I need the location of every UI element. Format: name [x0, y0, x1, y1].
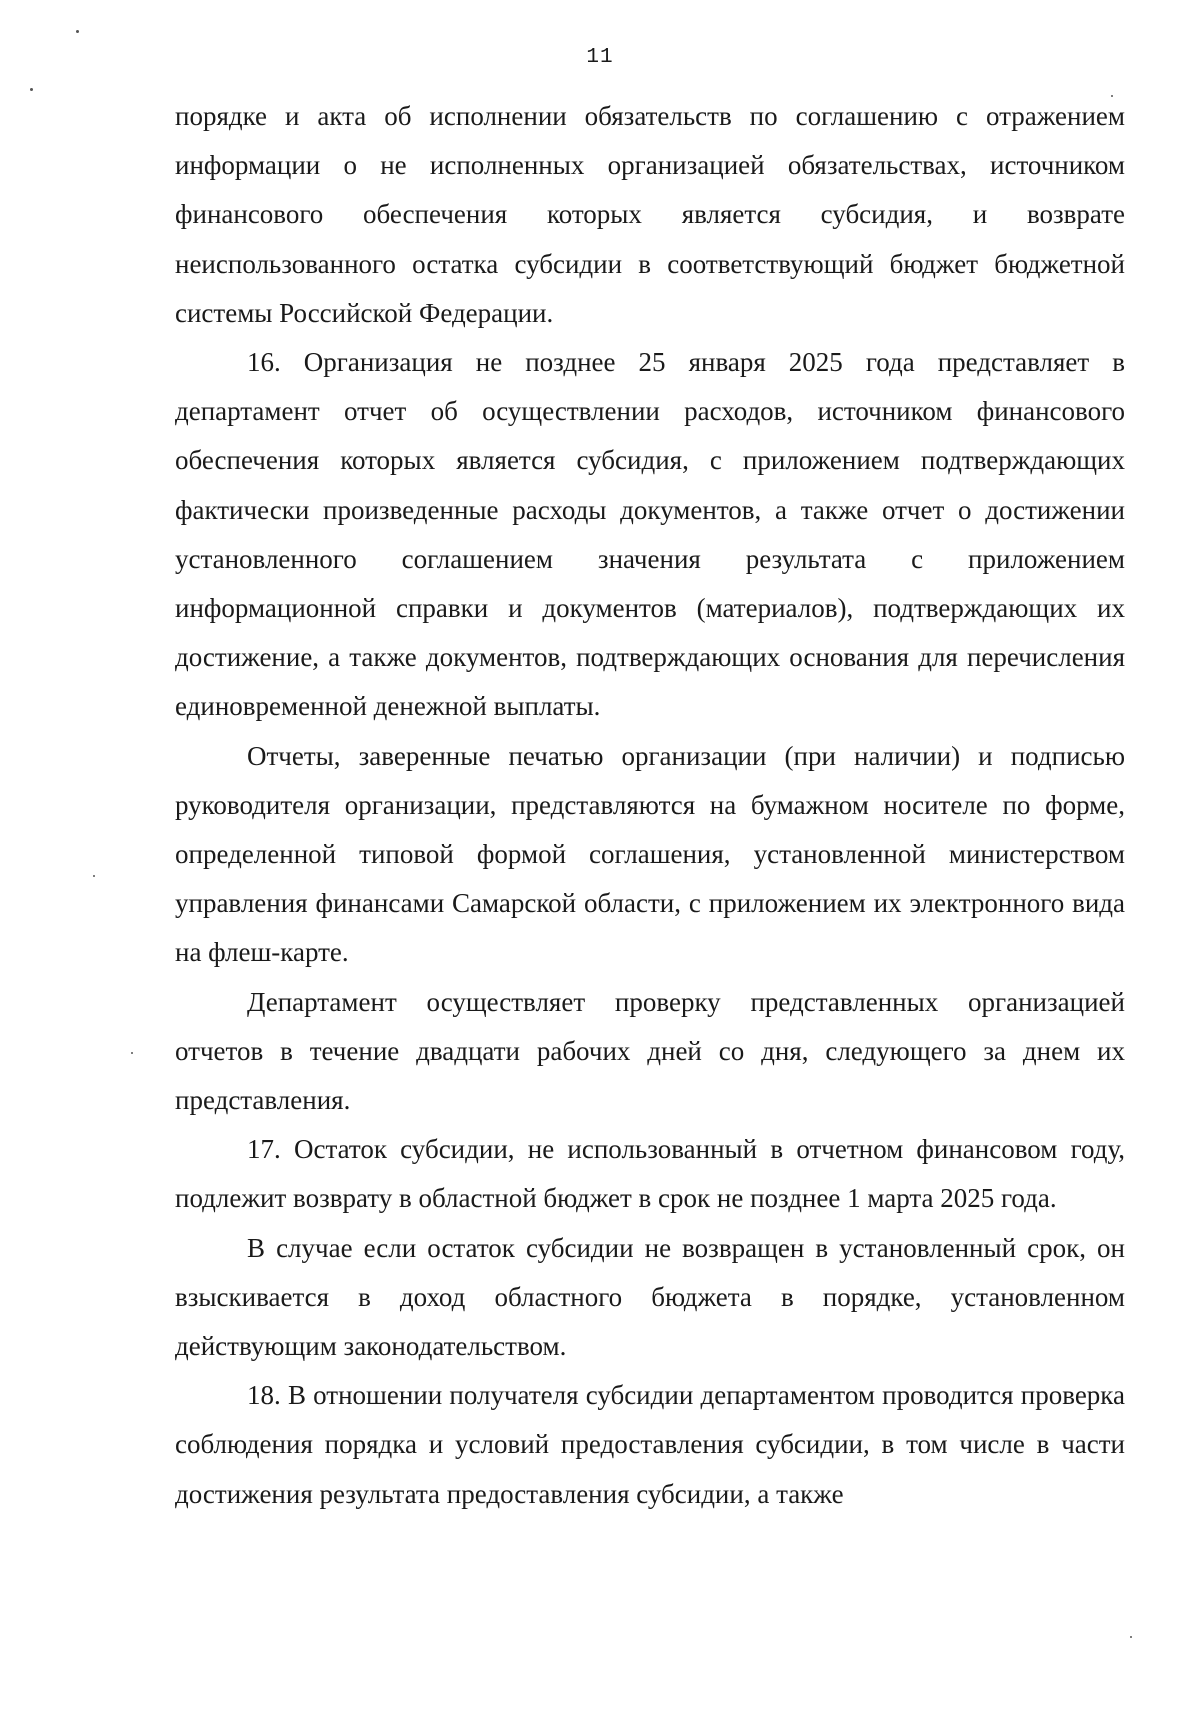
paragraph-department-check: Департамент осуществляет проверку представленных организацией отчетов в течение двадцати рабочих дней со дня, следующего за днем их представления.: [175, 986, 1125, 1116]
page-number: 11: [586, 46, 614, 69]
scan-speck: [76, 30, 79, 33]
paragraph-item-17: 17. Остаток субсидии, не использованный в отчетном финансовом году, подлежит возврату в областной бюджет в срок не позднее 1 марта 2025 года.: [175, 1134, 1125, 1214]
paragraph-reports-certification: Отчеты, заверенные печатью организации (при наличии) и подписью руководителя организации, представляются на бумажном носителе по форме, определенной типовой формой соглашения, установленной министерством управления финансами Самарской области, с приложением их электронного вида на флеш-карте.: [175, 740, 1125, 968]
paragraph-continuation: порядке и акта об исполнении обязательств по соглашению с отражением информации о не исполненных организацией обязательствах, источником финансового обеспечения которых является субсидия, и возврате неиспользованного остатка субсидии в соответствующий бюджет бюджетной системы Российской Федерации.: [175, 101, 1125, 328]
scan-speck: [131, 1052, 133, 1054]
scan-speck: [1130, 1636, 1132, 1638]
paragraph-item-16: 16. Организация не позднее 25 января 2025 года представляет в департамент отчет об осуществлении расходов, источником финансового обеспечения которых является субсидия, с приложением подтверждающих фактически произведенные расходы документов, а также отчет о достижении установленного соглашением значения результата с приложением информационной справки и документов (материалов), подтверждающих их достижение, а также документов, подтверждающих основания для перечисления единовременной денежной выплаты.: [175, 347, 1125, 722]
scan-speck: [30, 88, 33, 91]
scan-speck: [1111, 95, 1113, 97]
paragraph-recovery: В случае если остаток субсидии не возвращен в установленный срок, он взыскивается в доход областного бюджета в порядке, установленном действующим законодательством.: [175, 1232, 1125, 1362]
paragraph-item-18: 18. В отношении получателя субсидии департаментом проводится проверка соблюдения порядка и условий предоставления субсидии, в том числе в части достижения результата предоставления субсидии, а также: [175, 1380, 1125, 1509]
scan-speck: [93, 875, 95, 877]
document-body: [175, 92, 1125, 1519]
